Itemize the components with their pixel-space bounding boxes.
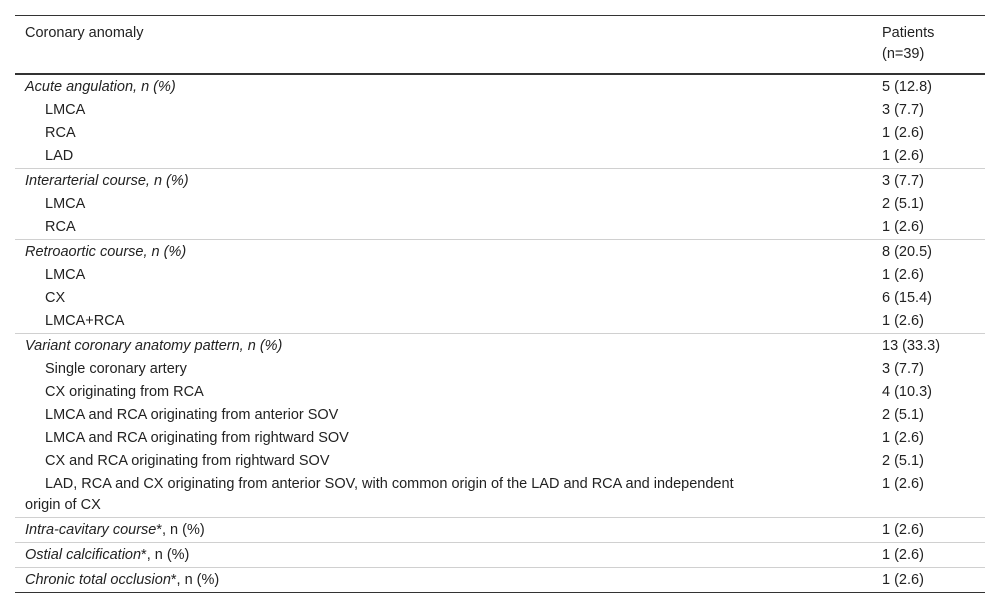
row-label-cell	[15, 404, 872, 427]
row-label: CX originating from RCA	[45, 384, 204, 400]
group-value: 1 (2.6)	[872, 518, 985, 543]
row-label-cell	[15, 427, 872, 450]
table-group-row	[15, 240, 985, 265]
group-label: Variant coronary anatomy pattern	[25, 338, 240, 354]
table-row	[15, 310, 985, 334]
row-value: 1 (2.6)	[882, 267, 924, 283]
row-label: LAD	[45, 148, 74, 164]
table-body	[15, 74, 985, 593]
row-label-cell	[15, 145, 872, 169]
group-label-cell	[15, 74, 872, 99]
group-label-suffix: , n (%)	[143, 244, 187, 260]
row-label-cell	[15, 99, 872, 122]
group-label: Ostial calcification	[25, 547, 142, 563]
header-patients-line2: (n=39)	[882, 46, 925, 62]
group-value: 5 (12.8)	[882, 79, 932, 95]
table-row	[15, 427, 985, 450]
group-label-suffix: *, n (%)	[141, 547, 190, 563]
row-label-continued: origin of CX	[25, 497, 101, 513]
row-value: 3 (7.7)	[882, 102, 924, 118]
row-label-cell	[15, 264, 872, 287]
row-value: 1 (2.6)	[882, 313, 924, 329]
row-label: RCA	[45, 125, 76, 141]
table-row	[15, 122, 985, 145]
group-label-suffix: *, n (%)	[170, 572, 220, 588]
table-group-row	[15, 169, 985, 194]
row-label: LMCA	[45, 102, 86, 118]
row-label: RCA	[45, 219, 76, 235]
group-value: 8 (20.5)	[872, 240, 985, 265]
group-label-cell	[15, 543, 872, 568]
row-label: LMCA and RCA originating from rightward SOV	[45, 430, 349, 446]
row-label-cell	[15, 287, 872, 310]
group-label-suffix: *, n (%)	[156, 522, 205, 538]
row-label: CX and RCA originating from rightward SOV	[45, 453, 330, 469]
row-label-cell	[15, 193, 872, 216]
header-patients	[872, 16, 985, 75]
row-label: LMCA	[45, 196, 86, 212]
row-value: 2 (5.1)	[882, 453, 924, 469]
row-label-cell	[15, 450, 872, 473]
row-value: 1 (2.6)	[882, 430, 924, 446]
row-label-cell	[15, 122, 872, 145]
group-label: Interarterial course	[25, 173, 146, 189]
table-row	[15, 99, 985, 122]
row-value: 2 (5.1)	[882, 407, 924, 423]
group-label-cell	[15, 334, 872, 359]
group-label: Chronic total occlusion	[25, 572, 171, 588]
table-header-row	[15, 16, 985, 75]
table-row	[15, 404, 985, 427]
coronary-anomaly-table	[15, 15, 985, 593]
group-label: Acute angulation	[25, 79, 134, 95]
group-label-suffix: , n (%)	[133, 79, 176, 95]
table-row	[15, 287, 985, 310]
table-row	[15, 358, 985, 381]
table-group-row	[15, 518, 985, 543]
group-label-cell	[15, 568, 872, 593]
group-label-cell	[15, 169, 872, 194]
group-label: Retroaortic course	[25, 244, 144, 260]
header-coronary-anomaly: Coronary anomaly	[25, 25, 144, 41]
row-label-cell	[15, 473, 872, 518]
table-group-row	[15, 543, 985, 568]
row-label: LMCA and RCA originating from anterior SOV	[45, 407, 339, 423]
row-value: 2 (5.1)	[882, 196, 924, 212]
row-label-cell	[15, 310, 872, 334]
group-value: 1 (2.6)	[872, 543, 985, 568]
table-group-row	[15, 568, 985, 593]
row-value: 6 (15.4)	[882, 290, 932, 306]
group-value: 1 (2.6)	[872, 568, 985, 593]
group-label-suffix: , n (%)	[145, 173, 189, 189]
row-label: CX	[45, 290, 66, 306]
table-row	[15, 193, 985, 216]
table-row	[15, 216, 985, 240]
row-value: 4 (10.3)	[882, 384, 932, 400]
table-row	[15, 473, 985, 518]
group-label-suffix: , n (%)	[239, 338, 283, 354]
group-label: Intra-cavitary course	[25, 522, 157, 538]
table-row	[15, 264, 985, 287]
table-group-row	[15, 334, 985, 359]
row-label: Single coronary artery	[45, 361, 187, 377]
group-label-cell	[15, 518, 872, 543]
group-label-cell	[15, 240, 872, 265]
row-label-cell	[15, 381, 872, 404]
row-label: LMCA+RCA	[45, 313, 125, 329]
table-row	[15, 381, 985, 404]
row-value: 1 (2.6)	[882, 476, 924, 492]
group-value: 3 (7.7)	[872, 169, 985, 194]
row-value: 1 (2.6)	[882, 148, 924, 164]
row-label-cell	[15, 216, 872, 240]
group-value: 13 (33.3)	[872, 334, 985, 359]
table-group-row	[15, 74, 985, 99]
row-value: 1 (2.6)	[882, 125, 924, 141]
header-patients-line1: Patients	[882, 25, 935, 41]
table-row	[15, 145, 985, 169]
table-row	[15, 450, 985, 473]
row-value: 1 (2.6)	[882, 219, 924, 235]
row-value: 3 (7.7)	[882, 361, 924, 377]
row-label: LMCA	[45, 267, 86, 283]
row-label-cell	[15, 358, 872, 381]
row-label: LAD, RCA and CX originating from anterior SOV, with common origin of the LAD and RCA and independent	[45, 476, 734, 492]
